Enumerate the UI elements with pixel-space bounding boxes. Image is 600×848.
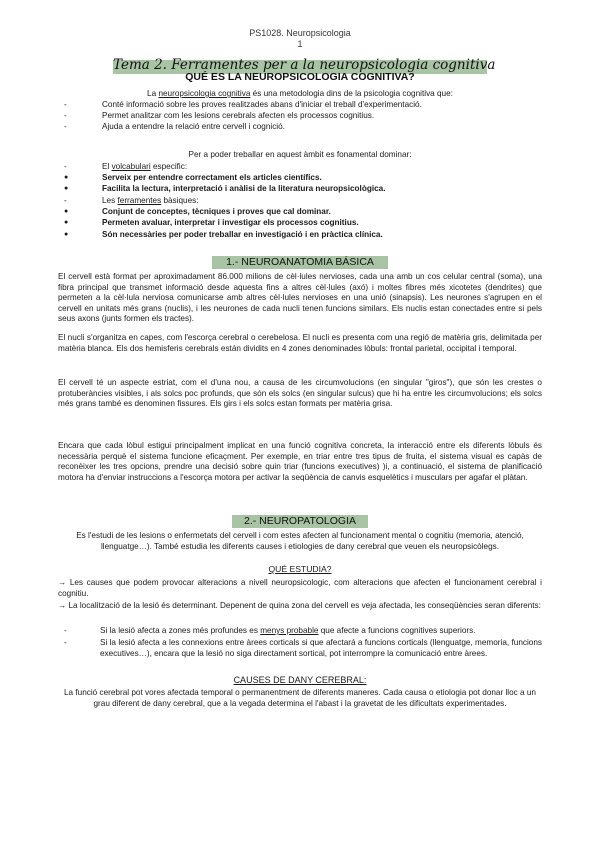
dash-bullet: - [64, 100, 67, 109]
list-item-text: Conté informació sobre les proves realitzades abans d'iniciar el treball d'experimentació. [102, 100, 422, 109]
subheading-what-it-studies: QUÉ ESTUDIA? [268, 564, 332, 574]
arrow-point-location: → La localització de la lesió és determinant. Depenent de quina zona del cervell es veja afectada, les conseqüències seran diferents: [58, 601, 541, 610]
causes-paragraph: La funció cerebral pot vores afectada temporal o permanentment de diferents maneres. Cada causa o etiologia pot donar lloc a un grau diferent de dany cerebral, que a la vegada determina el l'abast i la gravetat de les dificultats experimentades. [64, 688, 536, 708]
dash-bullet: - [64, 162, 67, 171]
list-item-text: Ajuda a entendre la relació entre cervell i cognició. [102, 122, 285, 131]
list-item-text: Facilita la lectura, interpretació i anàlisi de la literatura neuropsicològica. [102, 184, 386, 193]
page-number: 1 [297, 39, 303, 49]
neuroanatomy-paragraph-1: El cervell està format per aproximadament 86.000 milions de cèl·lules nervioses, cada una amb un cos celular central (soma), una fibra principal que transmet informació desde aquesta fins a altres cèl·lules (axó) i moltes fibres més xicotetes (dendrites) que permeten a la cèl·lula nerviosa comunicarse amb altres cèl·lules nervioses en una unió (sinapsis). Les neurones s'agrupen en el cervell en unitats més grans (nuclis), i les neurones de cada nucli tenen funcions similars. Els nuclis estan conectades entre si pels seus axons (junts formen els tractes). [58, 272, 542, 324]
dash-bullet: - [64, 638, 67, 647]
dot-bullet: ● [64, 174, 69, 181]
section-heading-neuroanatomy: 1.- NEUROANATOMIA BÁSICA [226, 256, 374, 268]
list-item-text: Permeten avaluar, interpretar i investigar els processos cognitius. [102, 218, 359, 227]
section-heading-neuropathology: 2.- NEUROPATOLOGIA [243, 515, 357, 527]
intro-paragraph: La neuropsicologia cognitiva és una metodologia dins de la psicologia cognitiva que: [147, 89, 453, 98]
tools-intro: Per a poder treballar en aquest àmbit es fonamental dominar: [188, 150, 412, 159]
neuroanatomy-paragraph-2: El nucli s'organitza en capes, com l'escorça cerebral o cerebelosa. El nucli es presenta com una regió de matèria gris, delimitada per matèria blanca. Els dos hemisferis cerebrals están dividits en 4 zones denominades lòbuls: frontal parietal, occipital i temporal. [58, 333, 542, 353]
dash-bullet: - [64, 196, 67, 205]
list-item-text: Conjunt de conceptes, tècniques i proves que cal dominar. [102, 207, 331, 216]
dash-bullet: - [64, 122, 67, 131]
dash-bullet: - [64, 626, 67, 635]
list-item-text: Serveix per entendre correctament els articles científics. [102, 173, 322, 182]
list-item-text: El volcabulari especific: [102, 162, 188, 171]
page-header [0, 28, 600, 50]
deep-lesion-point: Si la lesió afecta a zones més profundes es menys probable que afecte a funcions cognitives superiors. [100, 626, 476, 635]
neuroanatomy-paragraph-3: El cervell té un aspecte estriat, com el d'una nou, a causa de les circumvolucions (en singular "giros"), que són les crestes o protuberàncies visibles, i als solcs poc profunds, que són els solcs (en singular sulcus) que hi ha entre les circumvolucions; els solcs més grans també es denominen fissures. Els girs i els solcs estan formats per matèria grisa. [58, 378, 542, 409]
list-item-text: Permet analitzar com les lesions cerebrals afecten els processos cognitius. [102, 111, 375, 120]
dot-bullet: ● [64, 208, 69, 215]
arrow-point-causes: → Les causes que podem provocar alteracions a nivell neuropsicologic, com alteracions que afecten el funcionament cerebral i cognitiu. [58, 578, 542, 598]
list-item-text: Són necessàries per poder treballar en investigació i en pràctica clínica. [102, 230, 383, 239]
dot-bullet: ● [64, 231, 69, 238]
subheading-causes: CAUSES DE DANY CEREBRAL: [233, 675, 367, 685]
list-item-text: Les ferramentes bàsiques: [102, 196, 199, 205]
dash-bullet: - [64, 111, 67, 120]
neuropathology-intro: Es l'estudi de les lesions o enfermetats del cervell i com estes afecten al funcionament mental o cognitiu (memoria, atenció, llenguatge…). També estudia les diferents causes i etiologies de dany cerebral que veuen els neuropsicòlegs. [76, 531, 524, 551]
connection-lesion-point: Si la lesió afecta a les connexions entre àrees corticals si que afectará a funcions corticals (llenguatge, memoria, funcions executives…), encara que la lesió no siga directament sortical, pot interrompre la comunicació entre àrees. [100, 638, 542, 658]
dot-bullet: ● [64, 185, 69, 192]
neuroanatomy-paragraph-4: Encara que cada lòbul estigui principalment implicat en una funció cognitiva concreta, la interacció entre els diferents lòbuls és necessària perquè el sistema funcione eficaçment. Per exemple, en triar entre tres tipus de fruita, el sistema visual es capàs de reconèixer les tres opcions, prendre una decisió sobre quin triar (funcions executives) )i, a continuació, el sistema de planificació motora ha d'enviar instruccions a l'escorça motora per activar la seqüència de canvis esquelètics i musculars per agafar el plàtan. [58, 441, 542, 482]
dot-bullet: ● [64, 219, 69, 226]
course-label: PS1028. Neuropsicologia [249, 28, 351, 38]
section-heading-intro: QUÉ ES LA NEUROPSICOLOGIA COGNITIVA? [185, 71, 415, 83]
document-title: Tema 2. Ferramentes per a la neuropsicologia cognitiva [113, 57, 496, 73]
